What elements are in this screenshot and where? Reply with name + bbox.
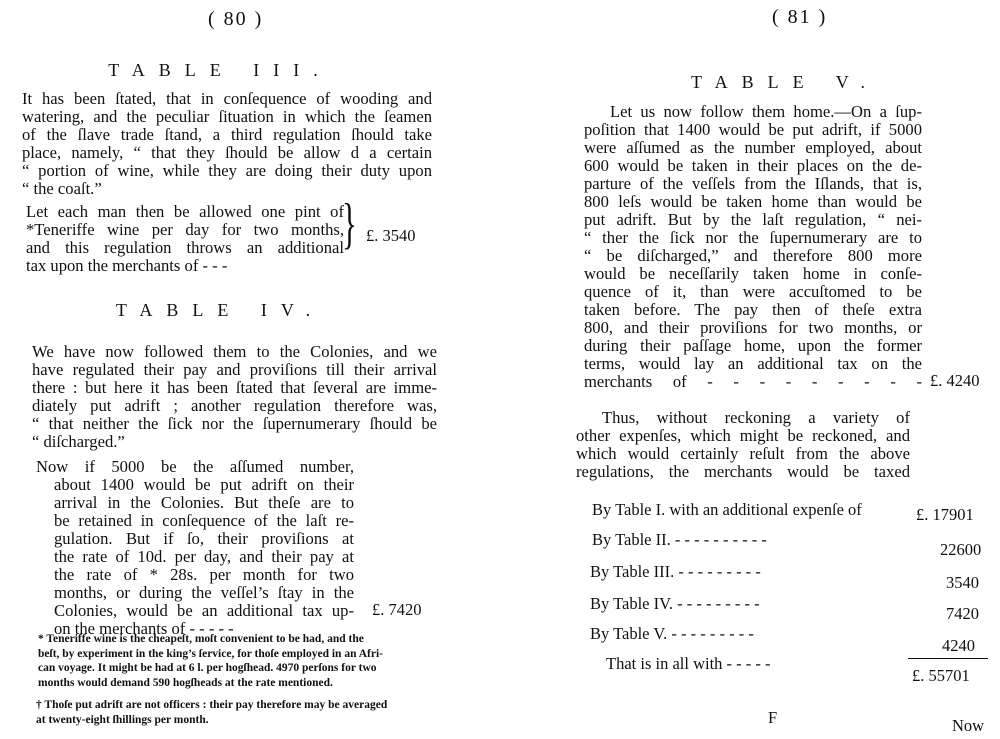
text-line: 800, and their proviſions for two months, or xyxy=(584,318,922,337)
text-line: the rate of 10d. per day, and their pay at xyxy=(54,547,354,566)
text-line: during their paſſage home, upon the former xyxy=(584,336,922,355)
text-line: “ portion of wine, while they are doing their duty upon xyxy=(22,161,432,180)
footnote-line: months would demand 590 hogſheads at the rate mentioned. xyxy=(38,676,333,689)
footnote-officers xyxy=(36,698,450,727)
text-line: Let us now follow them home.—On a ſup- xyxy=(610,102,922,121)
text-line: parture of the veſſels from the Iſlands, that is, xyxy=(584,174,922,193)
text-line: months, or during the veſſel’s ſtay in the xyxy=(54,583,354,602)
total-label: That is in all with - - - - - xyxy=(606,654,771,673)
summary-row-amount: 7420 xyxy=(946,604,979,623)
text-line: “ ther the ſick nor the ſupernumerary are to xyxy=(584,228,922,247)
table4-calc xyxy=(36,458,354,638)
text-line: regulations, the merchants would be taxed xyxy=(576,462,910,481)
text-line: merchants of - - - - - - - - - xyxy=(584,372,922,391)
text-line: and this regulation throws an additional xyxy=(26,238,344,257)
text-line: put adrift. But by the laſt regulation, “ nei- xyxy=(584,210,922,229)
footnote-teneriffe xyxy=(38,632,450,690)
catchword: Now xyxy=(952,716,985,735)
text-line: “ be diſcharged,” and therefore 800 more xyxy=(584,246,922,265)
text-line: the rate of * 28s. per month for two xyxy=(54,565,354,584)
text-line: tax upon the merchants of - - - xyxy=(26,256,228,275)
text-line: *Teneriffe wine per day for two months, xyxy=(26,220,344,239)
text-line: which would certainly reſult from the above xyxy=(576,444,910,463)
signature-mark: F xyxy=(768,708,778,727)
text-line: “ that neither the ſick nor the ſupernumerary ſhould be xyxy=(32,414,437,433)
text-line: Let each man then be allowed one pint of xyxy=(26,202,344,221)
text-line: there : but here it has been ſtated that ſeveral are imme- xyxy=(32,378,437,397)
summary-row-amount: 4240 xyxy=(942,636,975,655)
brace-glyph: } xyxy=(342,193,357,255)
table5-title: TABLE V. xyxy=(691,72,879,92)
footnote-line: * Teneriffe wine is the cheapeſt, moſt convenient to be had, and the xyxy=(38,633,364,645)
text-line: watering, and the peculiar ſituation in which the ſeamen xyxy=(22,107,432,126)
text-line: Thus, without reckoning a variety of xyxy=(602,408,910,427)
total-rule xyxy=(908,658,988,659)
footnote-line: beſt, by experiment in the king’s ſervice, for thoſe employed in an Afri- xyxy=(38,647,383,660)
table3-amount: £. 3540 xyxy=(366,226,416,245)
summary-row-label: By Table II. - - - - - - - - - - xyxy=(592,530,767,549)
summary-row-amount: 3540 xyxy=(946,573,979,592)
text-line: taken before. The pay then of theſe extra xyxy=(584,300,922,319)
text-line: of the ſlave trade ſtand, a third regulation ſhould take xyxy=(22,125,432,144)
table4-intro xyxy=(32,343,437,451)
summary-row-label: By Table V. - - - - - - - - - xyxy=(590,624,754,643)
left-page xyxy=(0,0,490,739)
text-line: have regulated their pay and proviſions till their arrival xyxy=(32,360,437,379)
footnote-line: † Thoſe put adrift are not officers : their pay therefore may be averaged xyxy=(36,699,388,711)
text-line: be retained in conſequence of the laſt re- xyxy=(54,511,354,530)
page-number: ( 80 ) xyxy=(208,8,264,30)
table4-title: TABLE IV. xyxy=(115,300,325,320)
text-line: terms, would lay an additional tax on the xyxy=(584,354,922,373)
right-page xyxy=(500,0,1000,739)
text-line: “ the coaſt.” xyxy=(22,179,102,198)
table3-title: TABLE III. xyxy=(108,60,332,80)
table3-intro xyxy=(22,90,432,198)
text-line: quence of it, than were accuſtomed to be xyxy=(584,282,922,301)
footnote-line: can voyage. It might be had at 6 l. per hogſhead. 4970 perſons for two xyxy=(38,662,377,674)
summary-row-label: By Table IV. - - - - - - - - - xyxy=(590,594,760,613)
text-line: place, namely, “ that they ſhould be allow d a certain xyxy=(22,143,432,162)
text-line: about 1400 would be put adrift on their xyxy=(54,475,354,494)
summary-row-amount: 22600 xyxy=(940,540,982,559)
text-line: We have now followed them to the Colonies, and we xyxy=(32,342,437,361)
text-line: “ diſcharged.” xyxy=(32,432,125,451)
footnote-line: at twenty-eight ſhillings per month. xyxy=(36,713,209,726)
text-line: 600 would be taken in their places on the de- xyxy=(584,156,922,175)
text-line: on the merchants of - - - - - xyxy=(54,619,234,638)
text-line: diately put adrift ; another regulation therefore was, xyxy=(32,396,437,415)
summary-row-label: By Table III. - - - - - - - - - xyxy=(590,562,761,581)
summary-intro xyxy=(576,409,910,481)
table4-amount: £. 7420 xyxy=(372,600,422,619)
text-line: 800 leſs would be taken home than would be xyxy=(584,192,922,211)
text-line: other expenſes, which might be reckoned, and xyxy=(576,426,910,445)
text-line: gulation. But if ſo, their proviſions at xyxy=(54,529,354,548)
table5-amount: £. 4240 xyxy=(930,371,980,390)
summary-row-label: By Table I. with an additional expenſe of xyxy=(592,500,862,519)
text-line: were aſſumed as the number employed, about xyxy=(584,138,922,157)
page-number: ( 81 ) xyxy=(772,6,828,28)
text-line: It has been ſtated, that in conſequence of wooding and xyxy=(22,89,432,108)
text-line: arrival in the Colonies. But theſe are to xyxy=(54,493,354,512)
text-line: would be neceſſarily taken home in conſe- xyxy=(584,264,922,283)
table3-calc xyxy=(26,203,344,275)
text-line: Now if 5000 be the aſſumed number, xyxy=(36,457,354,476)
text-line: Colonies, would be an additional tax up- xyxy=(54,601,354,620)
total-amount: £. 55701 xyxy=(912,666,970,685)
table5-body xyxy=(584,103,922,391)
summary-row-amount: £. 17901 xyxy=(916,505,974,524)
text-line: poſition that 1400 would be put adrift, if 5000 xyxy=(584,120,922,139)
